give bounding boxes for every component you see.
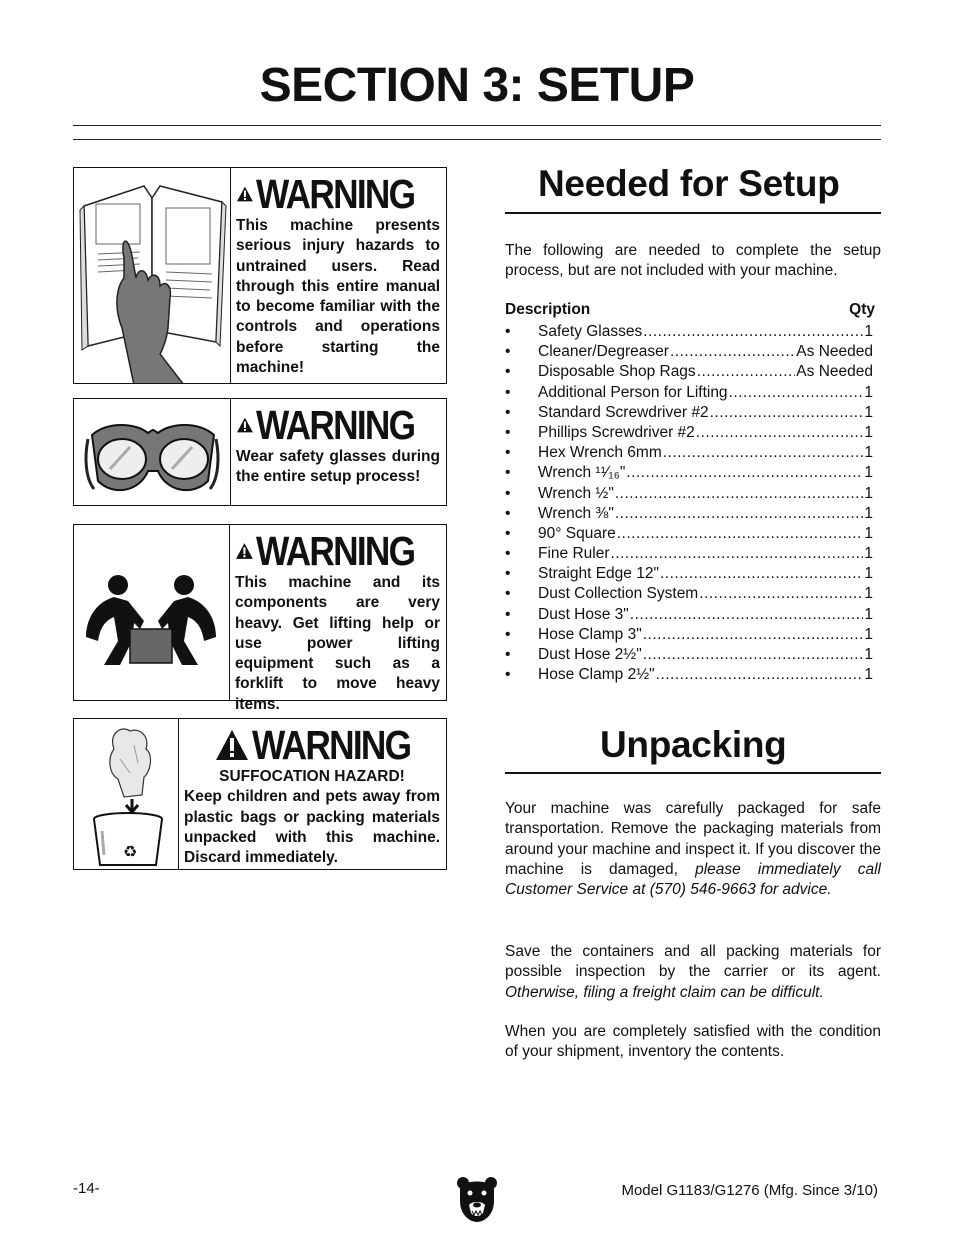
list-item (505, 645, 873, 665)
list-item (505, 504, 873, 524)
list-item (505, 625, 873, 645)
leader-dots (611, 544, 864, 564)
list-item (505, 403, 873, 423)
warning-box-suffocation (73, 718, 447, 870)
item-name: Wrench ¹¹⁄₁₆" (538, 464, 626, 482)
item-qty: 1 (864, 524, 873, 542)
leader-dots (670, 342, 795, 362)
leader-dots (615, 484, 864, 504)
list-item (505, 463, 873, 483)
warning-triangle-icon (235, 534, 254, 568)
item-name: Wrench ⅜" (538, 504, 614, 522)
two-person-lift-icon (74, 525, 230, 700)
item-qty: 1 (864, 545, 873, 563)
warning-box-manual (73, 167, 447, 384)
needed-rule (505, 212, 881, 214)
bullet: • (505, 666, 511, 684)
item-qty: 1 (864, 625, 873, 643)
bullet: • (505, 464, 511, 482)
warning-box-heavy (73, 524, 447, 713)
list-item (505, 423, 873, 443)
item-name: Fine Ruler (538, 545, 610, 563)
col-description: Description (505, 301, 591, 318)
leader-dots (660, 564, 863, 584)
item-qty: 1 (864, 484, 873, 502)
item-name: Hose Clamp 2½" (538, 666, 655, 684)
col-qty: Qty (849, 301, 875, 318)
item-qty: 1 (864, 565, 873, 583)
bullet: • (505, 625, 511, 643)
bullet: • (505, 504, 511, 522)
leader-dots (696, 423, 864, 443)
item-name: Straight Edge 12" (538, 565, 659, 583)
list-item (505, 584, 873, 604)
section-title: SECTION 3: SETUP (259, 59, 695, 112)
item-name: Hose Clamp 3" (538, 625, 642, 643)
list-item (505, 322, 873, 342)
item-name: 90° Square (538, 524, 616, 542)
leader-dots (617, 524, 864, 544)
leader-dots (615, 504, 864, 524)
bullet: • (505, 343, 511, 361)
leader-dots (656, 665, 864, 685)
unpacking-paragraph-3: When you are completely satisfied with the condition of your shipment, inventory the contents. (505, 1023, 881, 1061)
leader-dots (643, 625, 864, 645)
list-item (505, 544, 873, 564)
warning-triangle-icon (236, 177, 254, 211)
item-qty: 1 (864, 666, 873, 684)
leader-dots (643, 322, 863, 342)
warning-heading: WARNING (214, 723, 440, 767)
bullet: • (505, 363, 511, 381)
bullet: • (505, 545, 511, 563)
list-item (505, 605, 873, 625)
leader-dots (630, 605, 864, 625)
item-name: Dust Collection System (538, 585, 699, 603)
warning-text: This machine and its components are very heavy. Get lifting help or use power lifting equipment such as a forklift to move heavy items. (235, 574, 440, 713)
leader-dots (643, 645, 864, 665)
item-qty: 1 (864, 585, 873, 603)
leader-dots (699, 584, 863, 604)
bullet: • (505, 605, 511, 623)
bullet: • (505, 444, 511, 462)
leader-dots (729, 383, 864, 403)
warning-text: This machine presents serious injury hazards to untrained users. Read through this entire manual to become familiar with the controls and operations before starting the machine! (236, 217, 440, 377)
unpacking-p2-text: Save the containers and all packing materials for possible inspection by the carrier or its agent. (505, 943, 881, 981)
safety-glasses-icon (74, 399, 231, 505)
needed-heading: Needed for Setup (538, 163, 840, 204)
item-name: Additional Person for Lifting (538, 383, 728, 401)
warning-box-glasses (73, 398, 447, 506)
item-name: Dust Hose 2½" (538, 646, 642, 663)
item-qty: 1 (864, 423, 873, 441)
item-name: Wrench ½" (538, 484, 614, 502)
warning-triangle-icon (236, 408, 254, 442)
warning-heading: WARNING (236, 403, 440, 447)
item-name: Standard Screwdriver #2 (538, 403, 709, 421)
needed-intro: The following are needed to complete the setup process, but are not included with your machine. (505, 242, 881, 280)
list-item (505, 524, 873, 544)
bullet: • (505, 646, 511, 663)
item-name: Dust Hose 3" (538, 605, 629, 623)
item-name: Hex Wrench 6mm (538, 444, 662, 462)
unpacking-heading: Unpacking (600, 724, 787, 765)
item-qty: 1 (864, 323, 873, 340)
bullet: • (505, 565, 511, 583)
list-item (505, 564, 873, 584)
item-name: Phillips Screwdriver #2 (538, 423, 695, 441)
svg-text:♻: ♻ (122, 842, 138, 861)
list-item (505, 342, 873, 362)
read-manual-icon (74, 168, 231, 383)
leader-dots (697, 362, 796, 382)
item-qty: 1 (864, 605, 873, 623)
item-qty: 1 (864, 444, 873, 462)
needed-list (505, 322, 873, 685)
needed-list-header (505, 301, 875, 319)
item-qty: 1 (864, 646, 873, 663)
unpacking-paragraph-2 (505, 942, 881, 1003)
item-name: Safety Glasses (538, 323, 643, 340)
unpacking-rule (505, 772, 881, 774)
unpacking-p2-italic: Otherwise, filing a freight claim can be difficult. (505, 983, 824, 1001)
title-rule-bottom (73, 139, 881, 140)
bullet: • (505, 524, 511, 542)
list-item (505, 484, 873, 504)
bullet: • (505, 323, 511, 340)
item-qty: 1 (864, 383, 873, 401)
unpacking-paragraph-1 (505, 799, 881, 900)
leader-dots (663, 443, 864, 463)
warning-heading: WARNING (236, 172, 440, 216)
page-number: -14- (73, 1180, 100, 1197)
list-item (505, 665, 873, 685)
warning-heading: WARNING (235, 529, 440, 573)
unpacking-p1-italic: please immediately call Customer Service at (570) 546-9663 for advice. (505, 860, 881, 899)
list-item (505, 383, 873, 403)
warning-text: Wear safety glasses during the entire setup process! (236, 448, 440, 486)
item-qty: As Needed (796, 343, 873, 361)
leader-dots (626, 463, 863, 483)
model-info: Model G1183/G1276 (Mfg. Since 3/10) (621, 1182, 878, 1199)
bear-logo-icon (456, 1175, 498, 1223)
warning-triangle-icon (214, 728, 250, 762)
unpacking-p1-text: Your machine was carefully packaged for safe transportation. Remove the packaging materials from around your machine and inspect it. If you discover the machine is damaged, (505, 800, 881, 878)
bullet: • (505, 585, 511, 603)
warning-text: Keep children and pets away from plastic bags or packing materials unpacked with this machine. Discard immediately. (184, 788, 440, 867)
item-qty: 1 (864, 403, 873, 421)
bullet: • (505, 423, 511, 441)
bullet: • (505, 383, 511, 401)
item-qty: 1 (864, 464, 873, 482)
list-item (505, 362, 873, 382)
bullet: • (505, 484, 511, 502)
warning-subheading: SUFFOCATION HAZARD! (219, 768, 405, 785)
bullet: • (505, 403, 511, 421)
item-name: Cleaner/Degreaser (538, 343, 669, 361)
list-item (505, 443, 873, 463)
title-rule-top (73, 125, 881, 126)
leader-dots (710, 403, 864, 423)
plastic-bag-trash-icon (74, 719, 179, 869)
item-name: Disposable Shop Rags (538, 363, 696, 381)
item-qty: As Needed (796, 363, 873, 381)
item-qty: 1 (864, 504, 873, 522)
